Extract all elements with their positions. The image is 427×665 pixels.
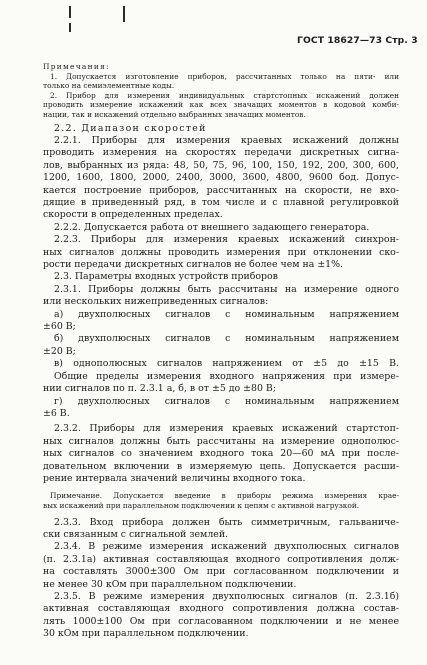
para-line: 2.3.5. В режиме измерения двухполюсных сигналов (п. 2.3.1б) [54, 590, 399, 602]
note-line: 2. Прибор для измерения индивидуальных стартстопных искажений должен [50, 90, 399, 100]
list-item-g: г) двухполюсных сигналов с номинальным напряжением [54, 395, 399, 407]
para-line: лов, выбранных из ряда: 48, 50, 75, 96, 100, 150, 192, 200, 300, 600, [43, 159, 399, 171]
para-line: ных сигналов должны быть рассчитаны на измерение однополюс- [43, 435, 399, 447]
para-line: ски связанным с сигнальной землей. [43, 528, 229, 540]
note-line: только на семиэлементные коды. [43, 81, 175, 91]
list-item-a-cont: ±60 В; [43, 321, 76, 333]
para-line: активная составляющая входного сопротивления должна состав- [43, 603, 399, 615]
para-line: рости передачи дискретных сигналов не более чем на ±1%. [43, 259, 344, 271]
list-item-b-cont: ±20 В; [43, 345, 76, 357]
para-line: 2.3.1. Приборы должны быть рассчитаны на измерение одного [54, 283, 399, 295]
para-line: лять 1000±100 Ом при согласованном подключении и не менее [43, 615, 399, 627]
note-line: вых искажений при параллельном подключении к цепям с активной нагрузкой. [43, 500, 360, 510]
para-line: 2.3.2. Приборы для измерения краевых искажений стартстоп- [54, 423, 399, 435]
note-line: 1. Допускается изготовление приборов, рассчитанных только на пяти- или [50, 71, 399, 81]
para-line: на составлять 3000±300 Ом при согласованном подключении и [43, 566, 399, 578]
page-header: ГОСТ 18627—73 Стр. 3 [297, 35, 418, 46]
para-line: проводить измерения на скоростях передачи дискретных сигна- [43, 147, 399, 159]
para-line: довательном включении в измеряемую цепь. Допускается расши- [43, 460, 399, 472]
para-line: 1200, 1600, 1800, 2000, 2400, 3000, 3600, 4800, 9600 бод. Допус- [43, 172, 399, 184]
notes-title: Примечания: [43, 62, 110, 71]
para-line: не менее 30 кОм при параллельном подключении. [43, 578, 297, 590]
section-heading-2-3: 2.3. Параметры входных устройств приборов [54, 271, 278, 283]
para-line: 2.3.4. В режиме измерения искажений двухполюсных сигналов [54, 541, 399, 553]
para-line: ных сигналов со значением входного тока 20—60 мА при после- [43, 448, 399, 460]
para-line: нии сигналов по п. 2.3.1 а, б, в от ±5 до ±80 В; [43, 383, 276, 395]
para-line: или нескольких нижеприведенных сигналов: [43, 296, 269, 308]
list-item-g-cont: ±6 В. [43, 407, 70, 419]
list-item-b: б) двухполюсных сигналов с номинальным напряжением [54, 333, 399, 345]
section-heading-2-2: 2.2. Диапазон скоростей [54, 122, 207, 134]
para-line: (п. 2.3.1а) активная составляющая входного сопротивления долж- [43, 553, 399, 565]
list-item-c: в) однополюсных сигналов напряжением от ±5 до ±15 В. [54, 358, 399, 370]
note-line: нации, так и искажений отдельно выбранных значащих моментов. [43, 109, 306, 119]
para-line: Общие пределы измерения входного напряжения при измере- [54, 370, 399, 382]
para-line: рение интервала значений величины входного тока. [43, 472, 306, 484]
document-body [43, 62, 399, 641]
notes-block [43, 62, 399, 120]
para-line: ных сигналов должны проводить измерения при отклонении ско- [43, 246, 399, 258]
para-line: 2.3.3. Вход прибора должен быть симметричным, гальваниче- [54, 516, 399, 528]
para-line: 30 кОм при параллельном подключении. [43, 628, 249, 640]
para-line: 2.2.3. Приборы для измерения краевых искажений синхрон- [54, 234, 399, 246]
scan-mark [123, 6, 125, 22]
para-line: 2.2.2. Допускается работа от внешнего задающего генератора. [54, 221, 370, 233]
note-line: проводить измерение искажений как всех значащих моментов в кодовой комби- [43, 100, 399, 110]
scan-mark [69, 23, 71, 32]
note-line: Примечание. Допускается введение в приборы режима измерения крае- [50, 491, 399, 501]
scan-mark [69, 6, 71, 18]
para-line: 2.2.1. Приборы для измерения краевых искажений должны [54, 134, 399, 146]
para-line: скорости в определенных пределах. [43, 209, 223, 221]
para-line: дящие в приведенный ряд, в том числе и с плавной регулировкой [43, 197, 399, 208]
list-item-a: а) двухполюсных сигналов с номинальным напряжением [54, 308, 399, 320]
para-line: кается построение приборов, рассчитанных на скорости, не вхо- [43, 184, 399, 196]
